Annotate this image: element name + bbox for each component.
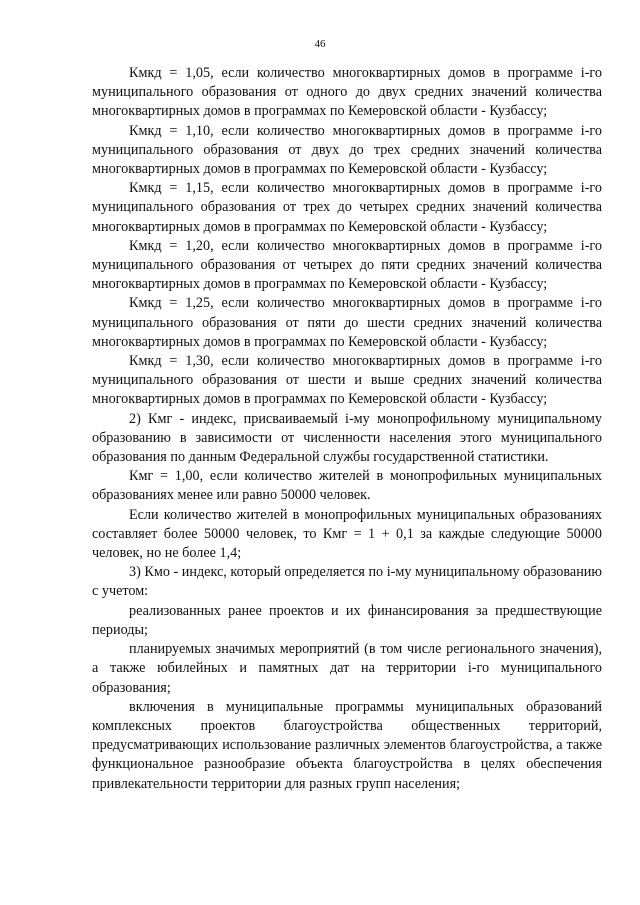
paragraph-kmkd-1-25: Кмкд = 1,25, если количество многоквартирных домов в программе i-го муниципального образования от пяти до шести средних значений количества многоквартирных домов в программах по Кемеровской области - Кузбассу; xyxy=(92,295,602,350)
paragraph-kmo-definition: 3) Кмо - индекс, который определяется по i-му муниципальному образованию с учетом: xyxy=(92,564,602,600)
paragraph-kmkd-1-20: Кмкд = 1,20, если количество многоквартирных домов в программе i-го муниципального образования от четырех до пяти средних значений количества многоквартирных домов в программах по Кемеровской области - Кузбассу; xyxy=(92,237,602,293)
paragraph-kmkd-1-30: Кмкд = 1,30, если количество многоквартирных домов в программе i-го муниципального образования от шести и выше средних значений количества многоквартирных домов в программах по Кемеровской области - Кузбассу; xyxy=(92,353,602,408)
paragraph-kmo-complex-projects: включения в муниципальные программы муниципальных образований комплексных проектов благоустройства общественных территорий, предусматривающих использование различных элементов благоустройства, а также функциональное разнообразие объекта благоустройства в целях обеспечения привлекательности территории для разных групп населения; xyxy=(92,698,602,792)
paragraph-kmkd-1-15: Кмкд = 1,15, если количество многоквартирных домов в программе i-го муниципального образования от трех до четырех средних значений количества многоквартирных домов в программах по Кемеровской области - Кузбассу; xyxy=(92,180,602,235)
paragraph-kmkd-1-10: Кмкд = 1,10, если количество многоквартирных домов в программе i-го муниципального образования от двух до трех средних значений количества многоквартирных домов в программах по Кемеровской области - Кузбассу; xyxy=(92,122,602,178)
paragraph-kmo-realized-projects: реализованных ранее проектов и их финансирования за предшествующие периоды; xyxy=(92,602,602,638)
paragraph-kmg-base: Кмг = 1,00, если количество жителей в монопрофильных муниципальных образованиях менее или равно 50000 человек. xyxy=(92,468,602,504)
paragraph-kmg-increment: Если количество жителей в монопрофильных муниципальных образованиях составляет более 50000 человек, то Кмг = 1 + 0,1 за каждые следующие 50000 человек, но не более 1,4; xyxy=(92,506,602,562)
page-number: 46 xyxy=(314,38,326,50)
paragraph-kmkd-1-05: Кмкд = 1,05, если количество многоквартирных домов в программе i-го муниципального образования от одного до двух средних значений количества многоквартирных домов в программах по Кемеровской области - Кузбассу; xyxy=(92,65,602,120)
paragraph-kmo-planned-events: планируемых значимых мероприятий (в том числе регионального значения), а также юбилейных и памятных дат на территории i-го муниципального образования; xyxy=(92,641,602,696)
body-text xyxy=(92,64,602,794)
paragraph-kmg-definition: 2) Кмг - индекс, присваиваемый i-му монопрофильному муниципальному образованию в зависимости от численности населения этого муниципального образования по данным Федеральной службы государственной статистики. xyxy=(92,410,602,466)
